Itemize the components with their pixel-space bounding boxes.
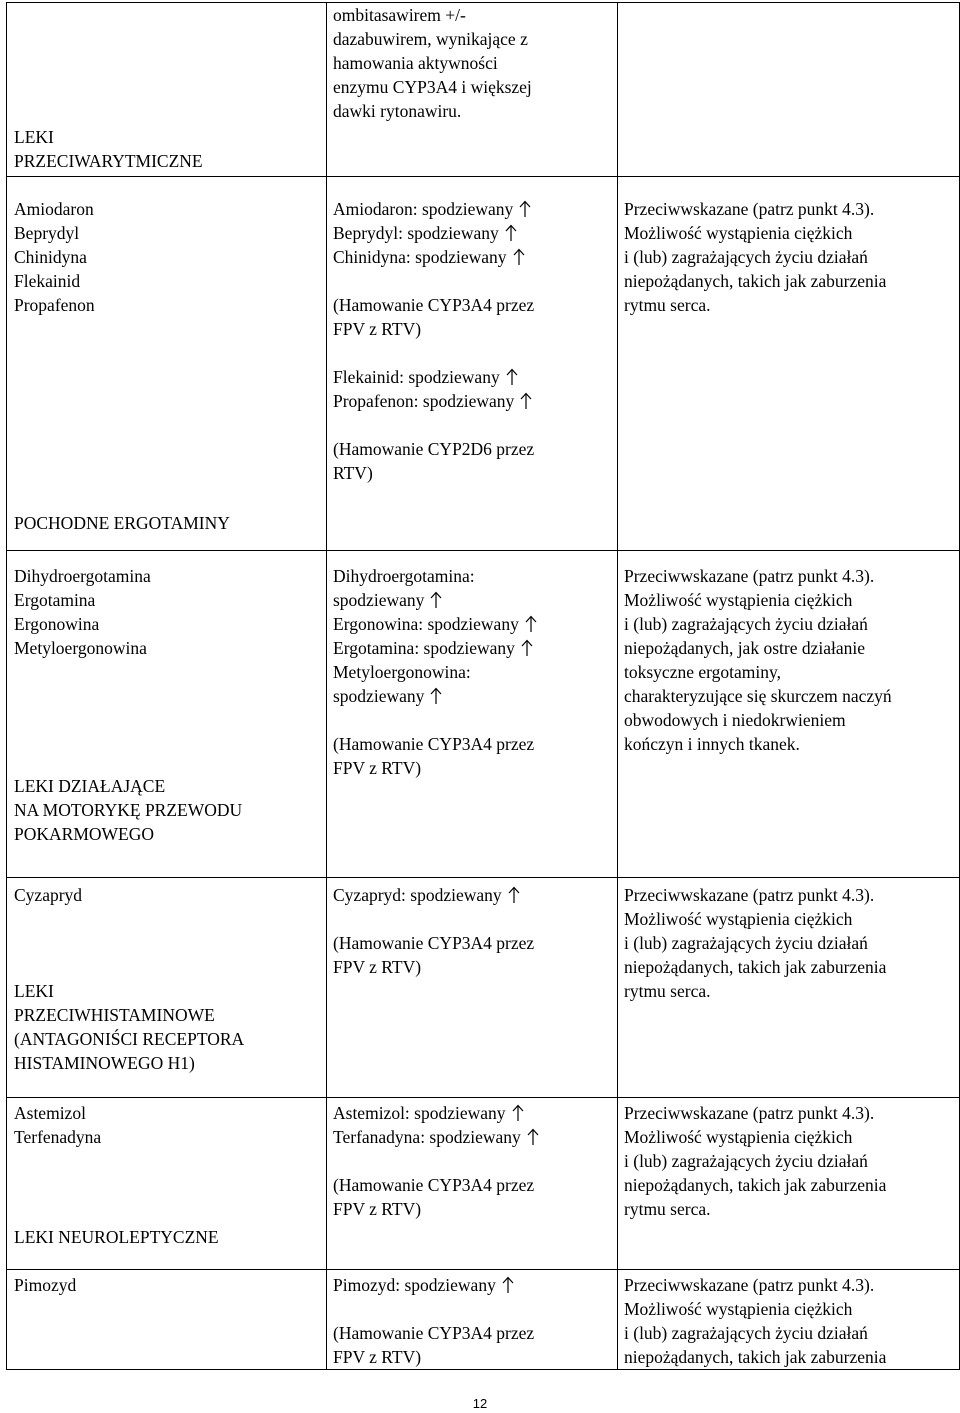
recommendation-text: Przeciwwskazane (patrz punkt 4.3).	[624, 566, 875, 586]
mechanism-text: FPV z RTV)	[333, 1347, 422, 1367]
drug-name: Ergotamina	[14, 590, 96, 610]
recommendation-text: i (lub) zagrażających życiu działań	[624, 933, 868, 953]
recommendation-text: Przeciwwskazane (patrz punkt 4.3).	[624, 1103, 875, 1123]
mechanism-text: RTV)	[333, 463, 373, 483]
mechanism-text: (Hamowanie CYP2D6 przez	[333, 439, 535, 459]
up-arrow-icon	[430, 687, 442, 705]
drug-cell	[7, 878, 327, 1098]
drug-name: Cyzapryd	[14, 885, 83, 905]
effect-line	[333, 588, 613, 612]
effect-line	[333, 389, 613, 413]
group-heading: LEKI	[14, 127, 54, 147]
table-row	[7, 1098, 960, 1270]
up-arrow-icon	[430, 591, 442, 609]
drug-name: Terfenadyna	[14, 1127, 102, 1147]
document-page	[6, 2, 958, 1370]
group-heading: LEKI	[14, 981, 54, 1001]
effect-cell	[327, 1270, 618, 1370]
page-number: 12	[472, 1396, 488, 1411]
group-heading: LEKI NEUROLEPTYCZNE	[14, 1227, 219, 1247]
mechanism-text: (Hamowanie CYP3A4 przez	[333, 295, 535, 315]
effect-line	[333, 1125, 613, 1149]
text-line: dazabuwirem, wynikające z	[333, 29, 528, 49]
mechanism-text: (Hamowanie CYP3A4 przez	[333, 734, 535, 754]
table-row	[7, 551, 960, 878]
group-heading: LEKI DZIAŁAJĄCE	[14, 776, 166, 796]
effect-text: Beprydyl: spodziewany	[333, 223, 499, 243]
recommendation-text: Możliwość wystąpienia ciężkich	[624, 590, 853, 610]
recommendation-text: niepożądanych, takich jak zaburzenia	[624, 1347, 887, 1367]
table-row	[7, 3, 960, 177]
effect-text: Ergotamina: spodziewany	[333, 638, 515, 658]
up-arrow-icon	[521, 639, 533, 657]
up-arrow-icon	[508, 886, 520, 904]
effect-text: Terfanadyna: spodziewany	[333, 1127, 521, 1147]
group-heading: (ANTAGONIŚCI RECEPTORA	[14, 1029, 245, 1049]
text-line: ombitasawirem +/-	[333, 5, 466, 25]
recommendation-cell	[618, 1098, 960, 1270]
text-line: hamowania aktywności	[333, 53, 498, 73]
recommendation-text: niepożądanych, jak ostre działanie	[624, 638, 866, 658]
up-arrow-icon	[513, 248, 525, 266]
recommendation-cell	[618, 878, 960, 1098]
effect-line	[333, 365, 613, 389]
mechanism-text: (Hamowanie CYP3A4 przez	[333, 1323, 535, 1343]
mechanism-text: FPV z RTV)	[333, 319, 422, 339]
mechanism-text: (Hamowanie CYP3A4 przez	[333, 1175, 535, 1195]
up-arrow-icon	[527, 1128, 539, 1146]
recommendation-text: Przeciwwskazane (patrz punkt 4.3).	[624, 199, 875, 219]
group-heading: POCHODNE ERGOTAMINY	[14, 513, 230, 533]
up-arrow-icon	[512, 1104, 524, 1122]
effect-cell	[327, 551, 618, 878]
effect-text: Amiodaron: spodziewany	[333, 199, 514, 219]
drug-name: Ergonowina	[14, 614, 100, 634]
effect-text: Flekainid: spodziewany	[333, 367, 500, 387]
effect-text: Pimozyd: spodziewany	[333, 1275, 496, 1295]
drug-cell	[7, 551, 327, 878]
effect-line	[333, 660, 613, 684]
group-heading: POKARMOWEGO	[14, 824, 154, 844]
recommendation-text: Przeciwwskazane (patrz punkt 4.3).	[624, 885, 875, 905]
mechanism-text: FPV z RTV)	[333, 758, 422, 778]
recommendation-text: i (lub) zagrażających życiu działań	[624, 1323, 868, 1343]
up-arrow-icon	[519, 200, 531, 218]
recommendation-text: Przeciwwskazane (patrz punkt 4.3).	[624, 1275, 875, 1295]
effect-cell	[327, 3, 618, 177]
drug-name: Chinidyna	[14, 247, 87, 267]
drug-name: Beprydyl	[14, 223, 80, 243]
recommendation-cell	[618, 551, 960, 878]
effect-text: spodziewany	[333, 590, 425, 610]
group-heading: HISTAMINOWEGO H1)	[14, 1053, 195, 1073]
drug-name: Amiodaron	[14, 199, 94, 219]
effect-text: Propafenon: spodziewany	[333, 391, 515, 411]
recommendation-text: Możliwość wystąpienia ciężkich	[624, 909, 853, 929]
effect-cell	[327, 177, 618, 551]
drug-name: Flekainid	[14, 271, 81, 291]
recommendation-text: i (lub) zagrażających życiu działań	[624, 247, 868, 267]
recommendation-cell	[618, 1270, 960, 1370]
effect-line	[333, 564, 613, 588]
mechanism-text: FPV z RTV)	[333, 957, 422, 977]
effect-line	[333, 1273, 613, 1297]
table-row	[7, 1270, 960, 1370]
recommendation-text: Możliwość wystąpienia ciężkich	[624, 1127, 853, 1147]
recommendation-text: rytmu serca.	[624, 1199, 711, 1219]
effect-line	[333, 684, 613, 708]
recommendation-text: niepożądanych, takich jak zaburzenia	[624, 1175, 887, 1195]
up-arrow-icon	[520, 392, 532, 410]
recommendation-text: Możliwość wystąpienia ciężkich	[624, 1299, 853, 1319]
effect-line	[333, 1101, 613, 1125]
effect-line	[333, 197, 613, 221]
recommendation-text: i (lub) zagrażających życiu działań	[624, 1151, 868, 1171]
effect-line	[333, 883, 613, 907]
effect-text: Metyloergonowina:	[333, 662, 471, 682]
drug-name: Astemizol	[14, 1103, 86, 1123]
effect-text: Dihydroergotamina:	[333, 566, 475, 586]
effect-line	[333, 636, 613, 660]
drug-cell	[7, 177, 327, 551]
drug-cell	[7, 1098, 327, 1270]
effect-cell	[327, 1098, 618, 1270]
mechanism-text: (Hamowanie CYP3A4 przez	[333, 933, 535, 953]
recommendation-cell	[618, 3, 960, 177]
drug-cell	[7, 3, 327, 177]
group-heading: NA MOTORYKĘ PRZEWODU	[14, 800, 243, 820]
group-heading: PRZECIWHISTAMINOWE	[14, 1005, 215, 1025]
effect-cell	[327, 878, 618, 1098]
text-line: dawki rytonawiru.	[333, 101, 462, 121]
drug-name: Pimozyd	[14, 1275, 77, 1295]
recommendation-text: Możliwość wystąpienia ciężkich	[624, 223, 853, 243]
recommendation-text: rytmu serca.	[624, 295, 711, 315]
recommendation-text: rytmu serca.	[624, 981, 711, 1001]
effect-line	[333, 245, 613, 269]
effect-text: Cyzapryd: spodziewany	[333, 885, 502, 905]
recommendation-text: niepożądanych, takich jak zaburzenia	[624, 271, 887, 291]
effect-text: Ergonowina: spodziewany	[333, 614, 519, 634]
up-arrow-icon	[525, 615, 537, 633]
drug-name: Metyloergonowina	[14, 638, 147, 658]
up-arrow-icon	[505, 224, 517, 242]
interactions-table	[6, 2, 960, 1370]
up-arrow-icon	[506, 368, 518, 386]
up-arrow-icon	[502, 1276, 514, 1294]
recommendation-text: niepożądanych, takich jak zaburzenia	[624, 957, 887, 977]
text-line: enzymu CYP3A4 i większej	[333, 77, 532, 97]
effect-text: Astemizol: spodziewany	[333, 1103, 506, 1123]
recommendation-text: kończyn i innych tkanek.	[624, 734, 800, 754]
effect-line	[333, 612, 613, 636]
effect-text: spodziewany	[333, 686, 425, 706]
recommendation-text: toksyczne ergotaminy,	[624, 662, 781, 682]
table-row	[7, 177, 960, 551]
drug-name: Dihydroergotamina	[14, 566, 151, 586]
table-row	[7, 878, 960, 1098]
effect-text: Chinidyna: spodziewany	[333, 247, 507, 267]
effect-line	[333, 221, 613, 245]
mechanism-text: FPV z RTV)	[333, 1199, 422, 1219]
group-heading: PRZECIWARYTMICZNE	[14, 151, 203, 171]
recommendation-text: charakteryzujące się skurczem naczyń	[624, 686, 892, 706]
recommendation-text: i (lub) zagrażających życiu działań	[624, 614, 868, 634]
drug-name: Propafenon	[14, 295, 95, 315]
recommendation-cell	[618, 177, 960, 551]
drug-cell	[7, 1270, 327, 1370]
recommendation-text: obwodowych i niedokrwieniem	[624, 710, 846, 730]
